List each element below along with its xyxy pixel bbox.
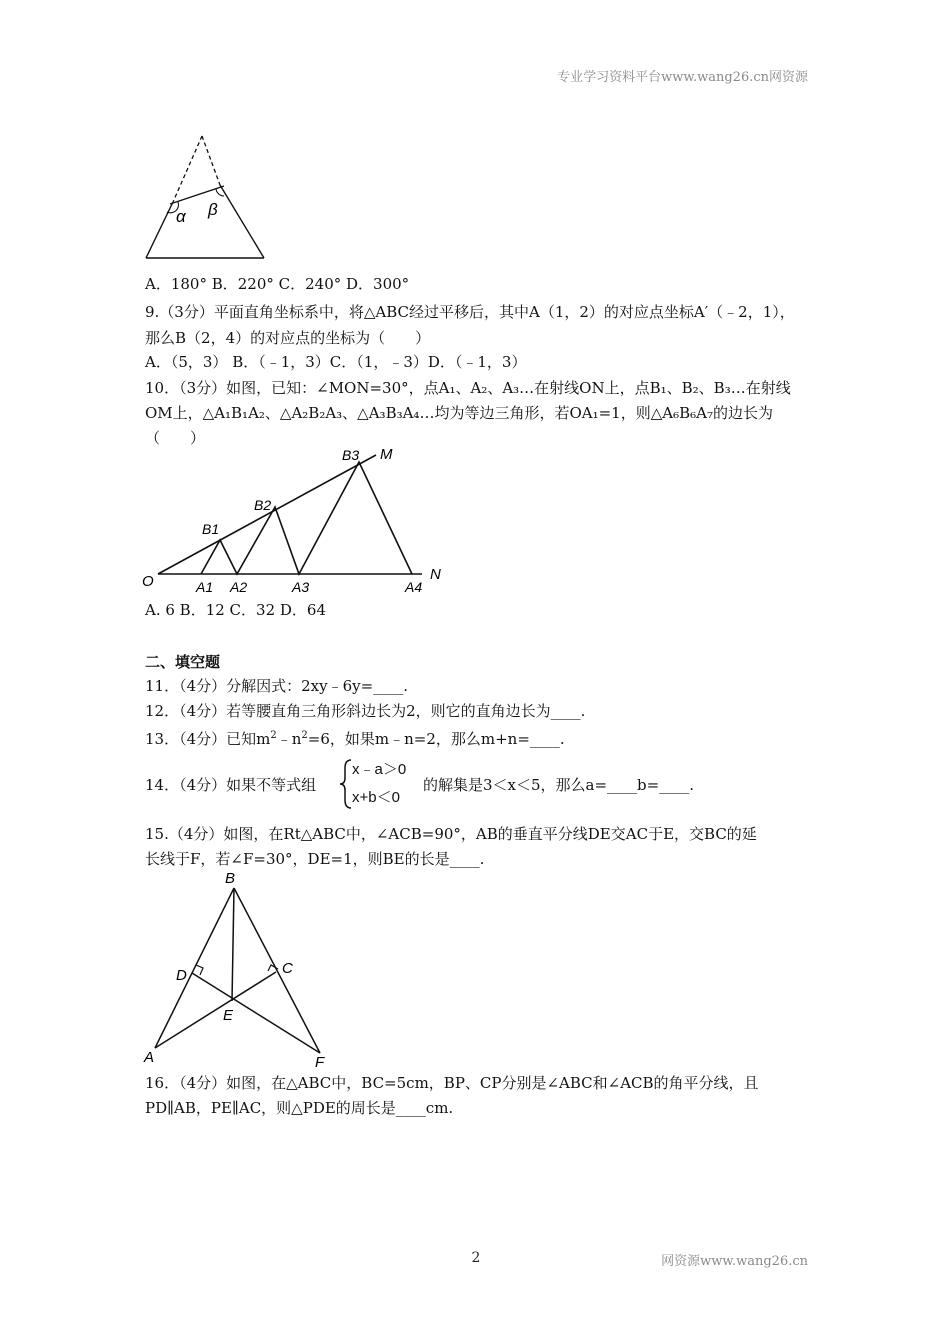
q15-line1: 15.（4分）如图，在Rt△ABC中，∠ACB=90°，AB的垂直平分线DE交AC于E，交BC的延 [145,825,757,843]
page-footer-site: 网资源www.wang26.cn [661,1254,808,1269]
q15-right-angle-D [196,965,203,975]
q10-label-B2: B2 [254,497,272,513]
q14-ineq1: x﹣a＞0 [352,761,407,778]
q8-right-side [220,185,264,258]
q10-label-A3: A3 [292,579,310,595]
q15-label-B: B [225,870,236,887]
q10-label-A2: A2 [230,579,248,595]
q13-text: 13．（4分）已知$m^2﹣n^2=6$，如果m﹣n=2，那么m+n=____. [145,730,565,748]
q15-label-E: E [223,1007,234,1024]
q15-label-F: F [315,1054,325,1070]
q10-label-A1: A1 [196,579,214,595]
page-number: 2 [471,1250,481,1266]
q15-side-BF [234,888,320,1053]
q15-side-BE [232,888,234,1001]
q8-dashed-left [173,136,202,202]
q10-line3: （ ） [145,429,206,447]
q11-text: 11．（4分）分解因式：2xy﹣6y=____. [145,677,408,695]
q14-suffix: 的解集是3＜x＜5，那么a=____b=____. [423,776,694,794]
q10-label-M: M [380,446,393,463]
q14-brace [339,758,353,810]
q15-line2: 长线于F，若∠F=30°，DE=1，则BE的长是____. [145,850,485,868]
q15-label-A: A [144,1049,155,1066]
q8-options: A．180° B．220° C．240° D．300° [145,275,410,293]
q10-label-B3: B3 [342,447,360,463]
q8-figure [140,132,275,264]
q12-text: 12．（4分）若等腰直角三角形斜边长为2，则它的直角边长为____. [145,702,586,720]
q9-line2: 那么B（2，4）的对应点的坐标为（ ） [145,329,431,347]
q8-dashed-right [202,136,220,185]
q10-label-O: O [142,573,154,590]
q14-prefix: 14．（4分）如果不等式组 [145,776,317,794]
q15-label-C: C [282,960,293,977]
q14-ineq2: x+b＜0 [352,789,400,806]
q8-beta-label: β [208,200,218,219]
q10-label-A4: A4 [405,579,423,595]
q10-zigzag [201,462,412,574]
q10-line1: 10．（3分）如图，已知：∠MON=30°，点A₁、A₂、A₃…在射线ON上，点B₁、B₂、B₃…在射线 [145,379,791,397]
q16-line1: 16．（4分）如图，在△ABC中，BC=5cm，BP、CP分别是∠ABC和∠ACB的角平分线，且 [145,1074,759,1092]
q9-options: A．（5，3） B．（﹣1，3）C．（1，﹣3）D．（﹣1，3） [145,353,527,371]
q15-figure [140,868,340,1070]
q10-label-N: N [430,566,441,583]
q10-ray-OM [158,455,376,574]
q9-line1: 9.（3分）平面直角坐标系中，将△ABC经过平移后，其中A（1，2）的对应点坐标A′（﹣2，1）， [145,303,795,321]
q10-line2: OM上，△A₁B₁A₂、△A₂B₂A₃、△A₃B₃A₄…均为等边三角形，若OA₁=1，则△A₆B₆A₇的边长为 [145,404,773,422]
q16-line2: PD∥AB，PE∥AC，则△PDE的周长是____cm. [145,1099,454,1117]
q10-figure [140,444,450,599]
q10-options: A. 6 B．12 C．32 D．64 [145,601,327,619]
q8-left-side [146,202,173,258]
q15-label-D: D [176,967,187,984]
q8-alpha-label: α [176,207,186,226]
section-title: 二、填空题 [145,653,221,671]
page-header: 专业学习资料平台www.wang26.cn网资源 [557,70,808,85]
q10-label-B1: B1 [202,521,220,537]
